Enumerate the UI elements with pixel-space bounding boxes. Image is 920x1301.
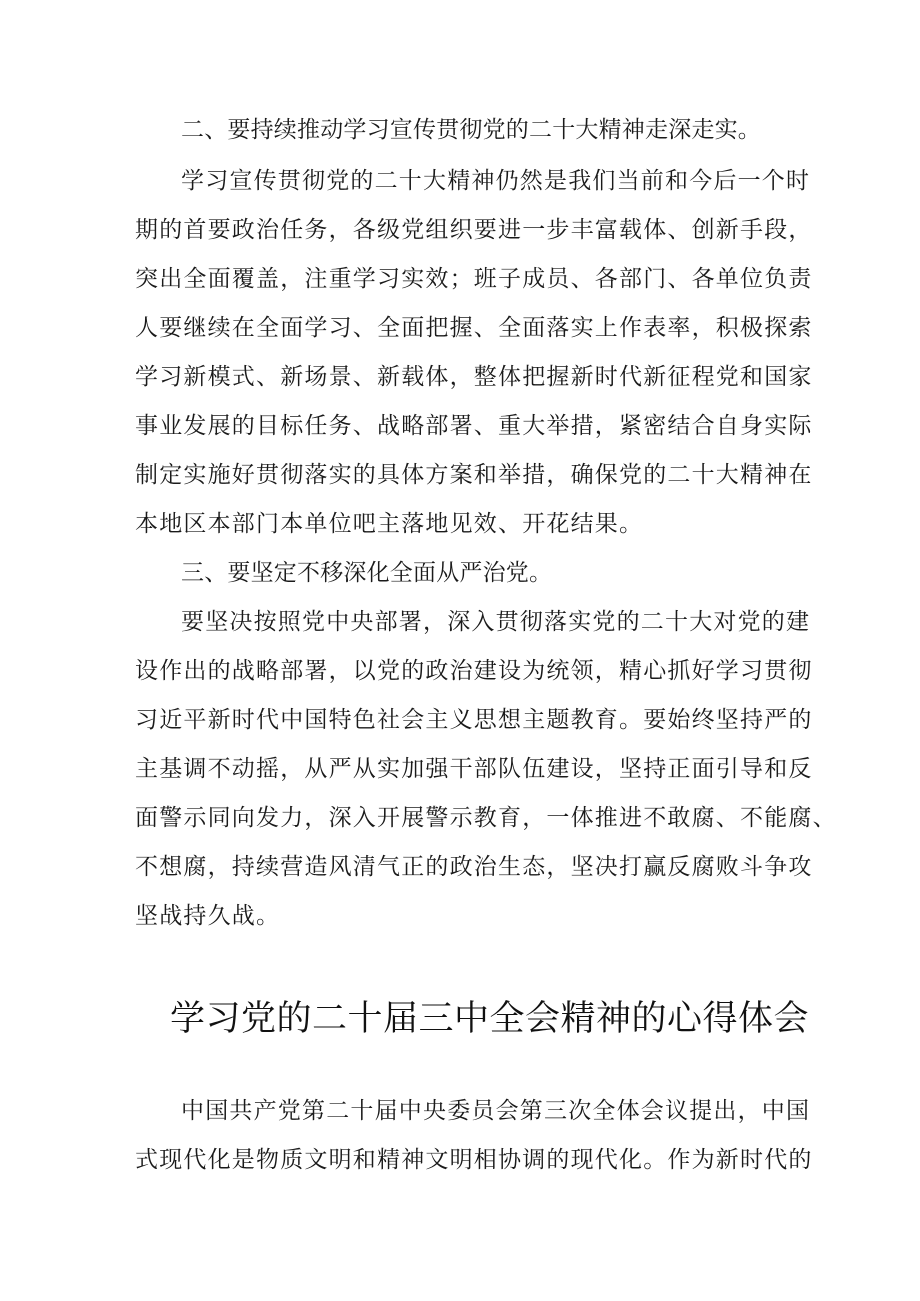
article-line: 式现代化是物质文明和精神文明相协调的现代化。作为新时代的: [135, 1147, 813, 1173]
section-3-line: 主基调不动摇，从严从实加强干部队伍建设，坚持正面引导和反: [135, 756, 813, 782]
section-2-line: 突出全面覆盖，注重学习实效；班子成员、各部门、各单位负责: [135, 266, 813, 292]
article-line: 中国共产党第二十届中央委员会第三次全体会议提出，中国: [181, 1098, 811, 1124]
section-2-line: 本地区本部门本单位吧主落地见效、开花结果。: [135, 511, 644, 537]
section-3-line: 要坚决按照党中央部署，深入贯彻落实党的二十大对党的建: [181, 609, 811, 635]
section-2-line: 期的首要政治任务，各级党组织要进一步丰富载体、创新手段，: [135, 217, 813, 243]
section-2-line: 制定实施好贯彻落实的具体方案和举措，确保党的二十大精神在: [135, 462, 813, 488]
section-3-line: 面警示同向发力，深入开展警示教育，一体推进不敢腐、不能腐、: [135, 805, 837, 831]
section-2-line: 学习新模式、新场景、新载体，整体把握新时代新征程党和国家: [135, 364, 813, 390]
section-2-line: 事业发展的目标任务、战略部署、重大举措，紧密结合自身实际: [135, 413, 813, 439]
section-3-line: 设作出的战略部署，以党的政治建设为统领，精心抓好学习贯彻: [135, 658, 813, 684]
section-3-heading: 三、要坚定不移深化全面从严治党。: [181, 560, 553, 586]
section-3-line: 不想腐，持续营造风清气正的政治生态，坚决打赢反腐败斗争攻: [135, 854, 813, 880]
section-2-line: 学习宣传贯彻党的二十大精神仍然是我们当前和今后一个时: [181, 168, 811, 194]
article-title: 学习党的二十届三中全会精神的心得体会: [170, 999, 810, 1039]
section-3-line: 习近平新时代中国特色社会主义思想主题教育。要始终坚持严的: [135, 707, 813, 733]
section-2-heading: 二、要持续推动学习宣传贯彻党的二十大精神走深走实。: [181, 117, 761, 143]
section-3-line: 坚战持久战。: [135, 903, 281, 929]
section-2-line: 人要继续在全面学习、全面把握、全面落实上作表率，积极探索: [135, 315, 813, 341]
